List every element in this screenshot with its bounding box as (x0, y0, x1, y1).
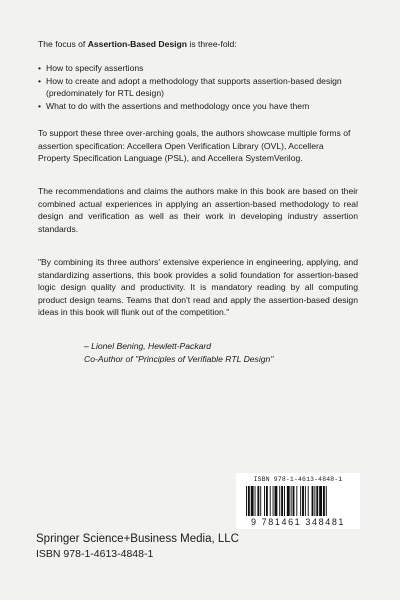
barcode-bar (314, 486, 315, 516)
recommendations-paragraph: The recommendations and claims the authors make in this book are based on their combined actual experiences in applying an assertion-based methodology to real design and verification as well as their work in developing industry assertion standards. (38, 186, 358, 234)
list-item (38, 100, 358, 113)
barcode-bar (291, 486, 292, 516)
barcode-bar (300, 486, 301, 516)
barcode-bar (264, 486, 265, 516)
attribution-role (84, 353, 273, 366)
barcode-graphic (236, 486, 360, 518)
barcode-bar (326, 486, 327, 516)
attributed-book-title: Principles of Verifiable RTL Design (138, 353, 271, 364)
intro-line (38, 38, 358, 51)
barcode-bar (275, 486, 278, 516)
barcode-bar (316, 486, 318, 516)
endorsement-quote: "By combining its three authors' extensive experience in engineering, applying, and standardizing assertions, this book provides a solid foundation for assertion-based logic design quality and productivity. It is mandatory reading by all computing product design teams. Teams that don't read and apply the assertion-based design ideas in this book will flunk out of the competition." (38, 257, 358, 318)
isbn-text: ISBN 978-1-4613-4848-1 (36, 548, 154, 560)
barcode-bar (284, 486, 285, 516)
barcode-bar (305, 486, 306, 516)
barcode-bar (319, 486, 322, 516)
barcode-bar (255, 486, 256, 516)
quote-attribution (84, 340, 273, 365)
barcode-bar (246, 486, 247, 516)
publisher-name: Springer Science+Business Media, LLC (36, 533, 239, 545)
barcode-bar (312, 486, 314, 516)
list-item-text: What to do with the assertions and methodology once you have them (46, 100, 310, 111)
barcode-bar (257, 486, 259, 516)
attribution-role-prefix: Co-Author of " (84, 353, 139, 364)
bullet-icon: • (38, 100, 42, 111)
bullet-icon: • (38, 63, 42, 73)
intro-suffix: is three-fold: (187, 39, 237, 49)
barcode-bar (270, 486, 271, 516)
bullet-icon: • (38, 75, 42, 86)
barcode-bar (281, 486, 283, 516)
barcode-bar (266, 486, 268, 516)
barcode-bar (273, 486, 274, 516)
list-item (38, 62, 358, 75)
intro-prefix: The focus of (38, 39, 88, 49)
list-item (38, 75, 358, 100)
barcode-bar (302, 486, 304, 516)
barcode-bar (323, 486, 325, 516)
barcode-bar (287, 486, 290, 516)
barcode-bar (260, 486, 261, 516)
barcode-isbn: ISBN 978-1-4613-4848-1 (253, 476, 343, 483)
barcode-number: 9 781461 348481 (250, 517, 346, 527)
attribution-role-suffix: " (270, 353, 274, 364)
attribution-name: – Lionel Bening, Hewlett-Packard (84, 341, 212, 351)
barcode-bar (308, 486, 309, 516)
barcode-bar (296, 486, 297, 516)
list-item-text: How to create and adopt a methodology that supports assertion-based design (predominately for RTL design) (46, 75, 342, 99)
goal-list (38, 62, 358, 112)
list-item-text: How to specify assertions (46, 63, 144, 73)
support-paragraph: To support these three over-arching goals, the authors showcase multiple forms of assertion specification: Accellera Open Verification Library (OVL), Accellera Property Specification Language (PSL), and Accellera SystemVerilog. (38, 128, 351, 164)
barcode-bar (251, 486, 254, 516)
book-title-bold: Assertion-Based Design (87, 39, 188, 49)
barcode-bar (248, 486, 250, 516)
barcode-bar (279, 486, 280, 516)
barcode-bar (293, 486, 295, 516)
